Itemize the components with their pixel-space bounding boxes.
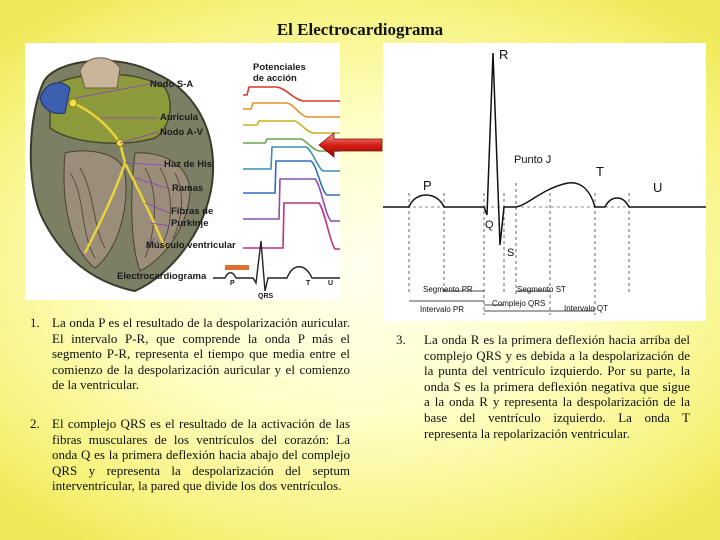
aorta [80, 58, 120, 88]
item-2-text: El complejo QRS es el resultado de la activación de las fibras musculares de los ventrículos del corazón: La onda Q es la primera deflexión hacia abajo del complejo QRS y representa la despolarización del septum interventricular, la pared que divide los dos ventrículos. [52, 416, 350, 494]
trace-2 [243, 103, 340, 117]
label-fibras-1: Fibras de [171, 206, 214, 217]
item-1-number: 1. [30, 315, 40, 330]
label-musculo: Músculo ventricular [146, 240, 236, 251]
item-1-text: La onda P es el resultado de la despolarización auricular. El intervalo P-R, que comprende la onda P más el segmento P-R, representa el tiempo que media entre el comienzo de la despolarización auricular y el comienzo de la ventricular. [52, 315, 350, 393]
ecg-label-punto-j: Punto J [514, 154, 552, 166]
ecg-label-q: Q [485, 219, 494, 231]
trace-6 [243, 161, 340, 195]
label-heart-p: P [230, 280, 235, 287]
page-title: El Electrocardiograma [276, 20, 444, 39]
ecg-label-complejo-qrs: Complejo QRS [492, 299, 546, 308]
ecg-wave-diagram [383, 43, 706, 321]
label-ecg: Electrocardiograma [117, 271, 207, 282]
ecg-label-intervalo-pr: Intervalo PR [420, 305, 465, 314]
ecg-waveform [383, 53, 706, 245]
label-heart-u: U [328, 280, 334, 287]
sa-node [69, 99, 77, 107]
ecg-label-segmento-pr: Segmento PR [423, 285, 473, 294]
action-potential-traces [243, 87, 340, 249]
item-2-number: 2. [30, 416, 40, 431]
label-fibras-2: Purkinje [171, 218, 209, 229]
label-heart-t: T [306, 280, 311, 287]
ecg-label-segmento-st: Segmento ST [517, 285, 566, 294]
label-nodo-av: Nodo A-V [160, 127, 203, 138]
label-heart-qrs: QRS [258, 293, 274, 300]
label-ramas: Ramas [172, 183, 204, 194]
ecg-label-intervalo-qt: Intervalo QT [564, 304, 609, 313]
ecg-label-t: T [596, 164, 604, 179]
item-3-number: 3. [396, 332, 406, 347]
ecg-label-s: S [507, 247, 515, 259]
heart-conduction-diagram [25, 43, 340, 300]
arrow-left-icon [318, 132, 383, 158]
item-3-text: La onda R es la primera deflexión hacia arriba del complejo QRS y es debida a la despolarización de la punta del ventrículo izquierdo. Por su parte, la onda S es la primera deflexión negativa que sigue a la onda R y representa la despolarización de la base del ventrículo izquierdo. La onda T representa la repolarización ventricular. [424, 332, 690, 441]
ecg-label-p: P [423, 178, 432, 193]
label-nodo-sa: Nodo S-A [150, 79, 194, 90]
ecg-label-u: U [653, 180, 663, 195]
ecg-label-r: R [499, 47, 509, 62]
label-potenciales-1: Potenciales [253, 62, 306, 73]
trace-7 [243, 179, 340, 221]
label-auricula: Aurícula [160, 112, 199, 123]
label-potenciales-2: de acción [253, 73, 297, 84]
color-band [225, 265, 249, 270]
label-haz-his: Haz de His [164, 159, 213, 170]
trace-1 [243, 87, 340, 101]
